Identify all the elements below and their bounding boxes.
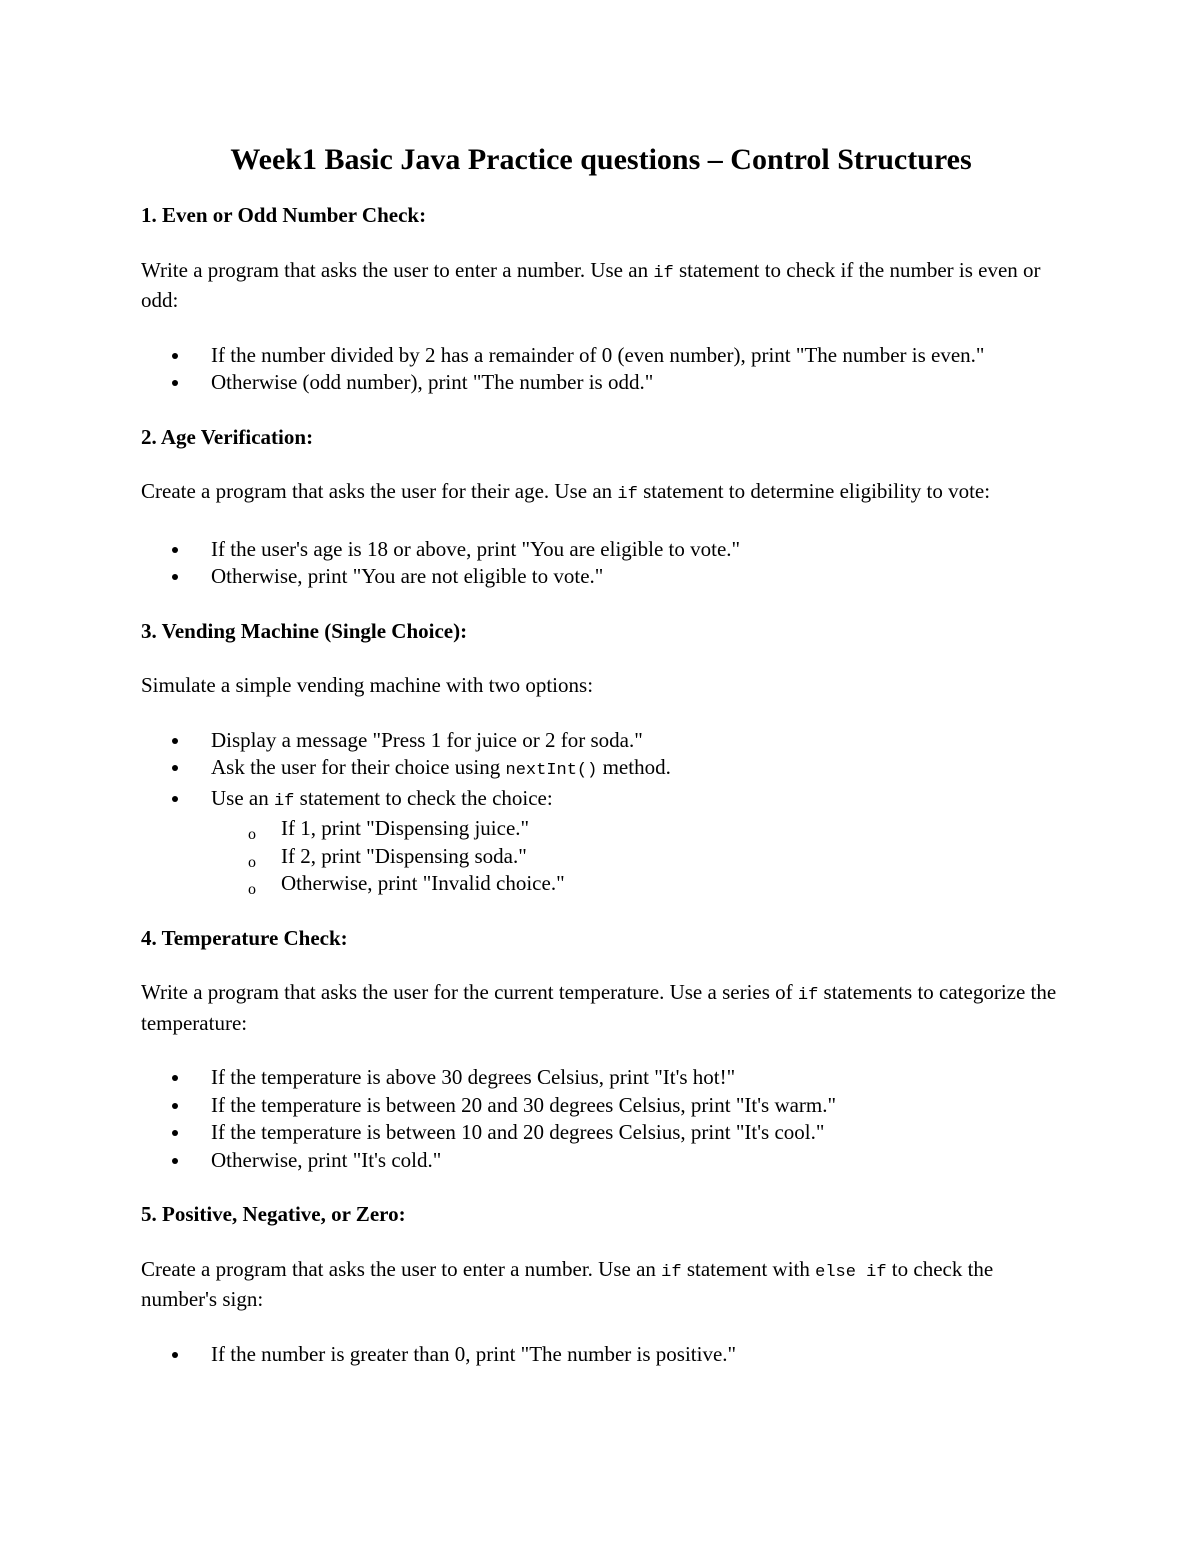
code-if: if xyxy=(661,1262,682,1282)
list-item xyxy=(141,1064,1061,1092)
list-item-text: If the user's age is 18 or above, print "You are eligible to vote." xyxy=(211,536,741,561)
question-1 xyxy=(141,202,1061,397)
text-span: Write a program that asks the user to enter a number. Use an xyxy=(141,257,654,282)
list-item xyxy=(141,536,1061,564)
bullet-icon xyxy=(172,1130,178,1136)
list-item xyxy=(141,342,1061,370)
bullet-icon xyxy=(172,738,178,744)
list-item-text: Display a message "Press 1 for juice or 2 for soda." xyxy=(211,727,643,752)
question-text xyxy=(141,257,1061,315)
question-5 xyxy=(141,1201,1061,1368)
code-nextint: nextInt() xyxy=(505,761,598,780)
question-heading: 5. Positive, Negative, or Zero: xyxy=(141,1202,406,1226)
question-text: Simulate a simple vending machine with two options: xyxy=(141,673,594,697)
list-item-text: Otherwise, print "It's cold." xyxy=(211,1147,442,1172)
bullet-list xyxy=(141,536,1061,591)
list-item xyxy=(141,727,1061,755)
bullet-list xyxy=(141,727,1061,898)
bullet-list xyxy=(141,1064,1061,1174)
bullet-icon xyxy=(172,1352,178,1358)
list-item-text: method. xyxy=(597,755,671,779)
sub-list-item xyxy=(211,870,1061,898)
question-4 xyxy=(141,925,1061,1175)
question-2 xyxy=(141,424,1061,591)
list-item-text: If the temperature is between 20 and 30 degrees Celsius, print "It's warm." xyxy=(211,1092,837,1117)
code-if: if xyxy=(797,986,819,1005)
list-item xyxy=(141,1119,1061,1147)
question-heading: 1. Even or Odd Number Check: xyxy=(141,203,427,227)
text-span: to check the number's sign: xyxy=(141,1256,994,1311)
bullet-list xyxy=(141,1341,1061,1369)
list-item-text: If the temperature is between 10 and 20 degrees Celsius, print "It's cool." xyxy=(211,1120,825,1144)
list-item-text: If 1, print "Dispensing juice." xyxy=(281,816,530,840)
list-item-text: Use an xyxy=(211,785,274,810)
list-item xyxy=(141,1092,1061,1120)
list-item-text: If the temperature is above 30 degrees Celsius, print "It's hot!" xyxy=(211,1065,736,1089)
code-if: if xyxy=(617,485,638,504)
bullet-icon xyxy=(172,574,178,580)
bullet-icon xyxy=(172,1158,178,1164)
bullet-list xyxy=(141,342,1061,397)
code-else-if: else if xyxy=(815,1262,887,1282)
question-text xyxy=(141,1256,1061,1314)
text-span: statement with xyxy=(681,1256,816,1281)
text-span: Write a program that asks the user for the current temperature. Use a series of xyxy=(141,980,798,1004)
list-item-text: If the number is greater than 0, print "The number is positive." xyxy=(211,1341,737,1366)
sub-list-item xyxy=(211,815,1061,843)
bullet-icon xyxy=(172,353,178,359)
circle-bullet-icon: o xyxy=(248,881,256,898)
list-item xyxy=(141,785,1061,898)
list-item xyxy=(141,754,1061,785)
list-item-text: If 2, print "Dispensing soda." xyxy=(281,843,527,868)
bullet-icon xyxy=(172,1075,178,1081)
code-if: if xyxy=(653,263,674,283)
text-span: statement to check if the number is even or odd: xyxy=(141,257,1041,312)
text-span: statement to determine eligibility to vote: xyxy=(637,479,991,503)
question-heading: 3. Vending Machine (Single Choice): xyxy=(141,618,468,643)
text-span: statements to categorize the temperature: xyxy=(141,980,1057,1035)
circle-bullet-icon: o xyxy=(248,853,256,871)
list-item xyxy=(141,563,1061,591)
list-item xyxy=(141,369,1061,397)
list-item xyxy=(141,1147,1061,1175)
document-page xyxy=(141,140,1061,1395)
list-item xyxy=(141,1341,1061,1369)
code-if: if xyxy=(273,791,295,811)
question-3 xyxy=(141,618,1061,898)
list-item-text: Otherwise (odd number), print "The number is odd." xyxy=(211,370,654,394)
bullet-icon xyxy=(172,380,178,386)
bullet-icon xyxy=(172,1103,178,1109)
question-heading: 2. Age Verification: xyxy=(141,424,314,449)
question-text xyxy=(141,979,1061,1037)
list-item-text: Otherwise, print "Invalid choice." xyxy=(281,871,565,895)
circle-bullet-icon: o xyxy=(248,826,256,843)
text-span: Create a program that asks the user for their age. Use an xyxy=(141,479,618,503)
sub-bullet-list xyxy=(211,815,1061,898)
question-text xyxy=(141,478,1061,509)
list-item-text: Otherwise, print "You are not eligible to vote." xyxy=(211,564,604,588)
bullet-icon xyxy=(172,547,178,553)
sub-list-item xyxy=(211,843,1061,871)
text-span: Create a program that asks the user to enter a number. Use an xyxy=(141,1256,662,1281)
list-item-text: If the number divided by 2 has a remainder of 0 (even number), print "The number is even." xyxy=(211,342,985,367)
bullet-icon xyxy=(172,765,178,771)
list-item-text: statement to check the choice: xyxy=(294,785,553,810)
bullet-icon xyxy=(172,796,178,802)
list-item-text: Ask the user for their choice using xyxy=(211,755,506,779)
document-title: Week1 Basic Java Practice questions – Control Structures xyxy=(230,143,972,176)
question-heading: 4. Temperature Check: xyxy=(141,925,348,950)
